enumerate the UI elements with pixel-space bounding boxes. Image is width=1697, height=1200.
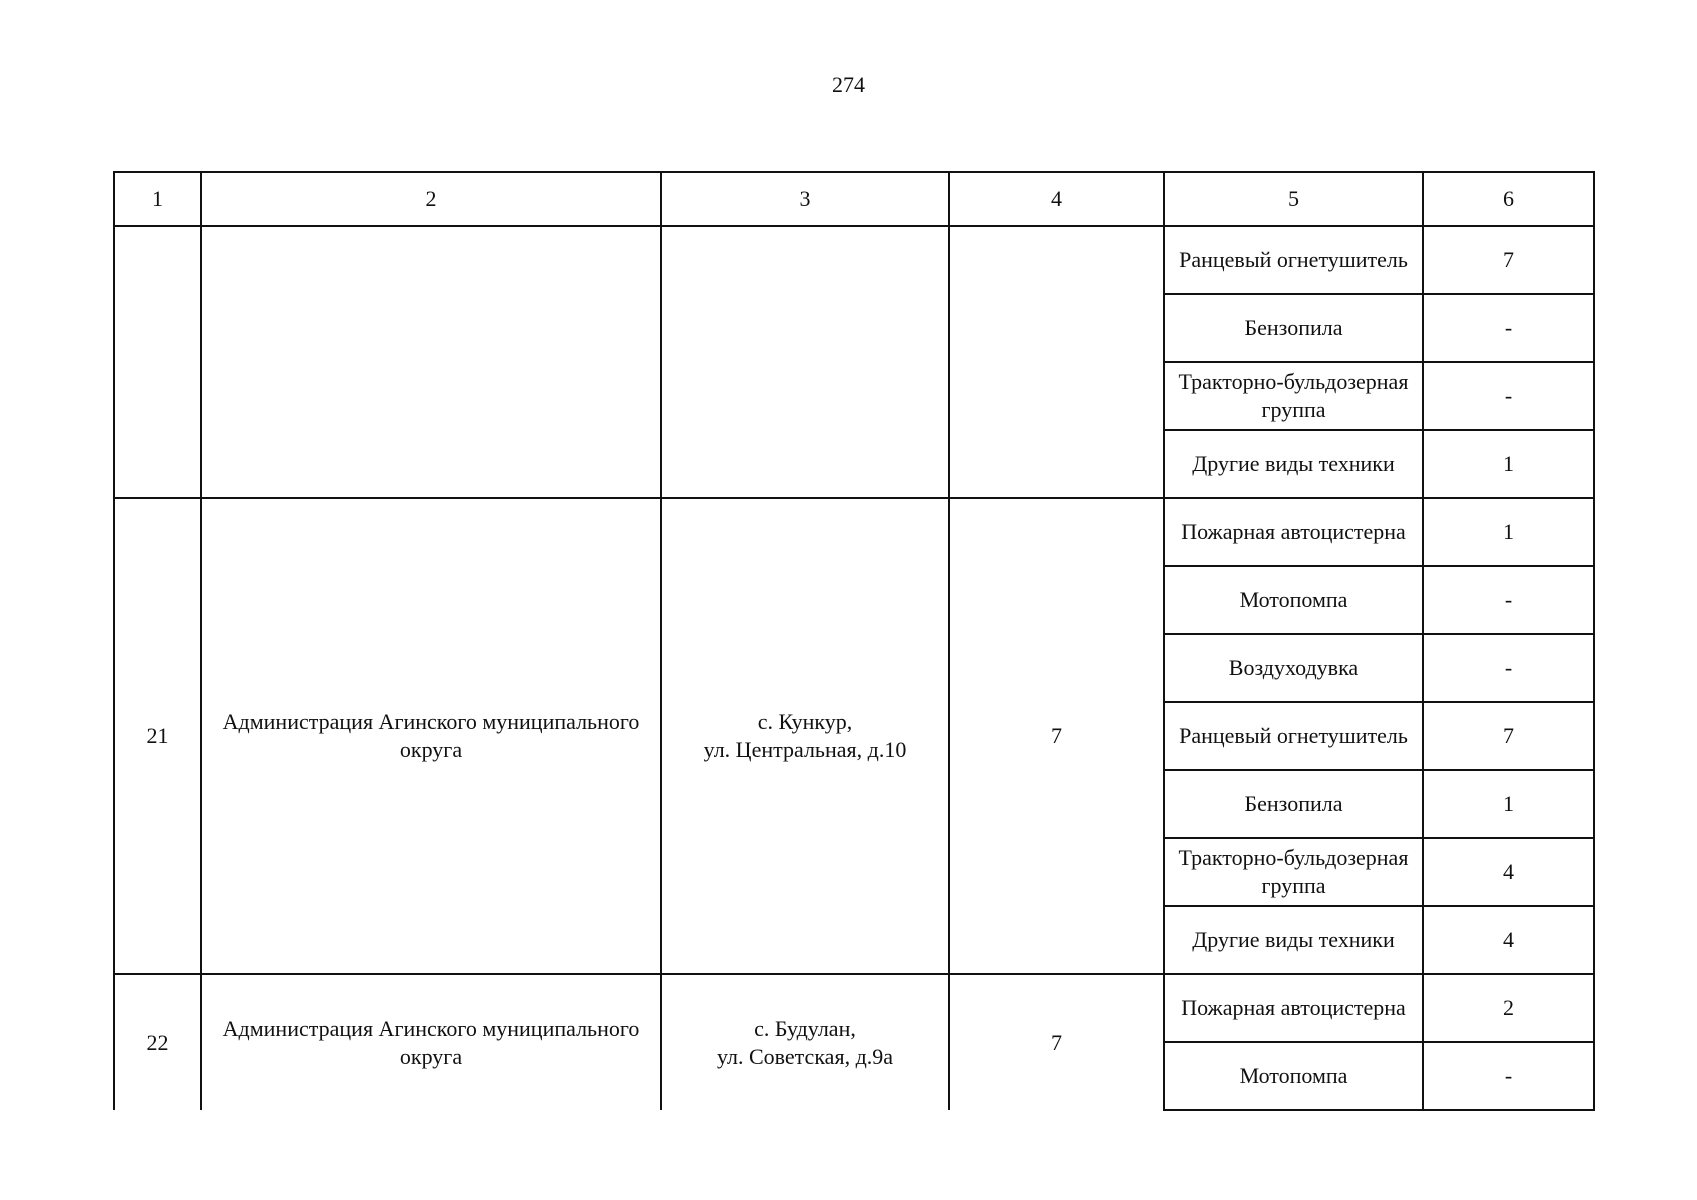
equipment-count: - xyxy=(1423,1042,1594,1110)
equipment-count: 2 xyxy=(1423,974,1594,1042)
equipment-name: Тракторно-бульдозерная группа xyxy=(1164,838,1423,906)
equipment-count: - xyxy=(1423,362,1594,430)
equipment-name: Пожарная автоцистерна xyxy=(1164,974,1423,1042)
equipment-name: Мотопомпа xyxy=(1164,566,1423,634)
column-4-value: 7 xyxy=(949,498,1164,974)
address-line: ул. Советская, д.9а xyxy=(716,1043,894,1069)
equipment-name: Воздуходувка xyxy=(1164,634,1423,702)
header-cell: 1 xyxy=(114,172,201,226)
table-row xyxy=(114,974,1594,1042)
address-line: с. Кункур, xyxy=(757,709,853,734)
row-number: 22 xyxy=(114,974,201,1110)
equipment-name: Ранцевый огнетушитель xyxy=(1164,226,1423,294)
equipment-count: 4 xyxy=(1423,838,1594,906)
equipment-count: 7 xyxy=(1423,702,1594,770)
address-line: с. Будулан, xyxy=(754,1015,856,1041)
table-row xyxy=(114,226,1594,294)
equipment-count: - xyxy=(1423,634,1594,702)
equipment-name: Ранцевый огнетушитель xyxy=(1164,702,1423,770)
equipment-count: 4 xyxy=(1423,906,1594,974)
address-line: ул. Центральная, д.10 xyxy=(703,737,907,762)
header-cell: 4 xyxy=(949,172,1164,226)
header-cell: 5 xyxy=(1164,172,1423,226)
table-body xyxy=(114,226,1594,1110)
column-4-value xyxy=(949,226,1164,498)
equipment-name: Пожарная автоцистерна xyxy=(1164,498,1423,566)
row-number: 21 xyxy=(114,498,201,974)
column-4-value: 7 xyxy=(949,974,1164,1110)
organization-name: Администрация Агинского муниципального округа xyxy=(201,498,661,974)
equipment-name: Другие виды техники xyxy=(1164,906,1423,974)
address xyxy=(661,226,949,498)
address xyxy=(661,498,949,974)
page-number: 274 xyxy=(832,72,865,97)
equipment-name: Бензопила xyxy=(1164,294,1423,362)
equipment-name: Другие виды техники xyxy=(1164,430,1423,498)
organization-name xyxy=(201,226,661,498)
equipment-count: 1 xyxy=(1423,430,1594,498)
header-cell: 6 xyxy=(1423,172,1594,226)
equipment-name: Тракторно-бульдозерная группа xyxy=(1164,362,1423,430)
equipment-count: 1 xyxy=(1423,498,1594,566)
organization-name: Администрация Агинского муниципального округа xyxy=(201,974,661,1110)
header-cell: 2 xyxy=(201,172,661,226)
equipment-name: Мотопомпа xyxy=(1164,1042,1423,1110)
address xyxy=(661,974,949,1110)
equipment-count: - xyxy=(1423,294,1594,362)
equipment-table xyxy=(113,171,1595,1111)
equipment-name: Бензопила xyxy=(1164,770,1423,838)
equipment-count: - xyxy=(1423,566,1594,634)
header-cell: 3 xyxy=(661,172,949,226)
equipment-count: 7 xyxy=(1423,226,1594,294)
equipment-count: 1 xyxy=(1423,770,1594,838)
row-number xyxy=(114,226,201,498)
table-row xyxy=(114,498,1594,566)
header-row xyxy=(114,172,1594,226)
